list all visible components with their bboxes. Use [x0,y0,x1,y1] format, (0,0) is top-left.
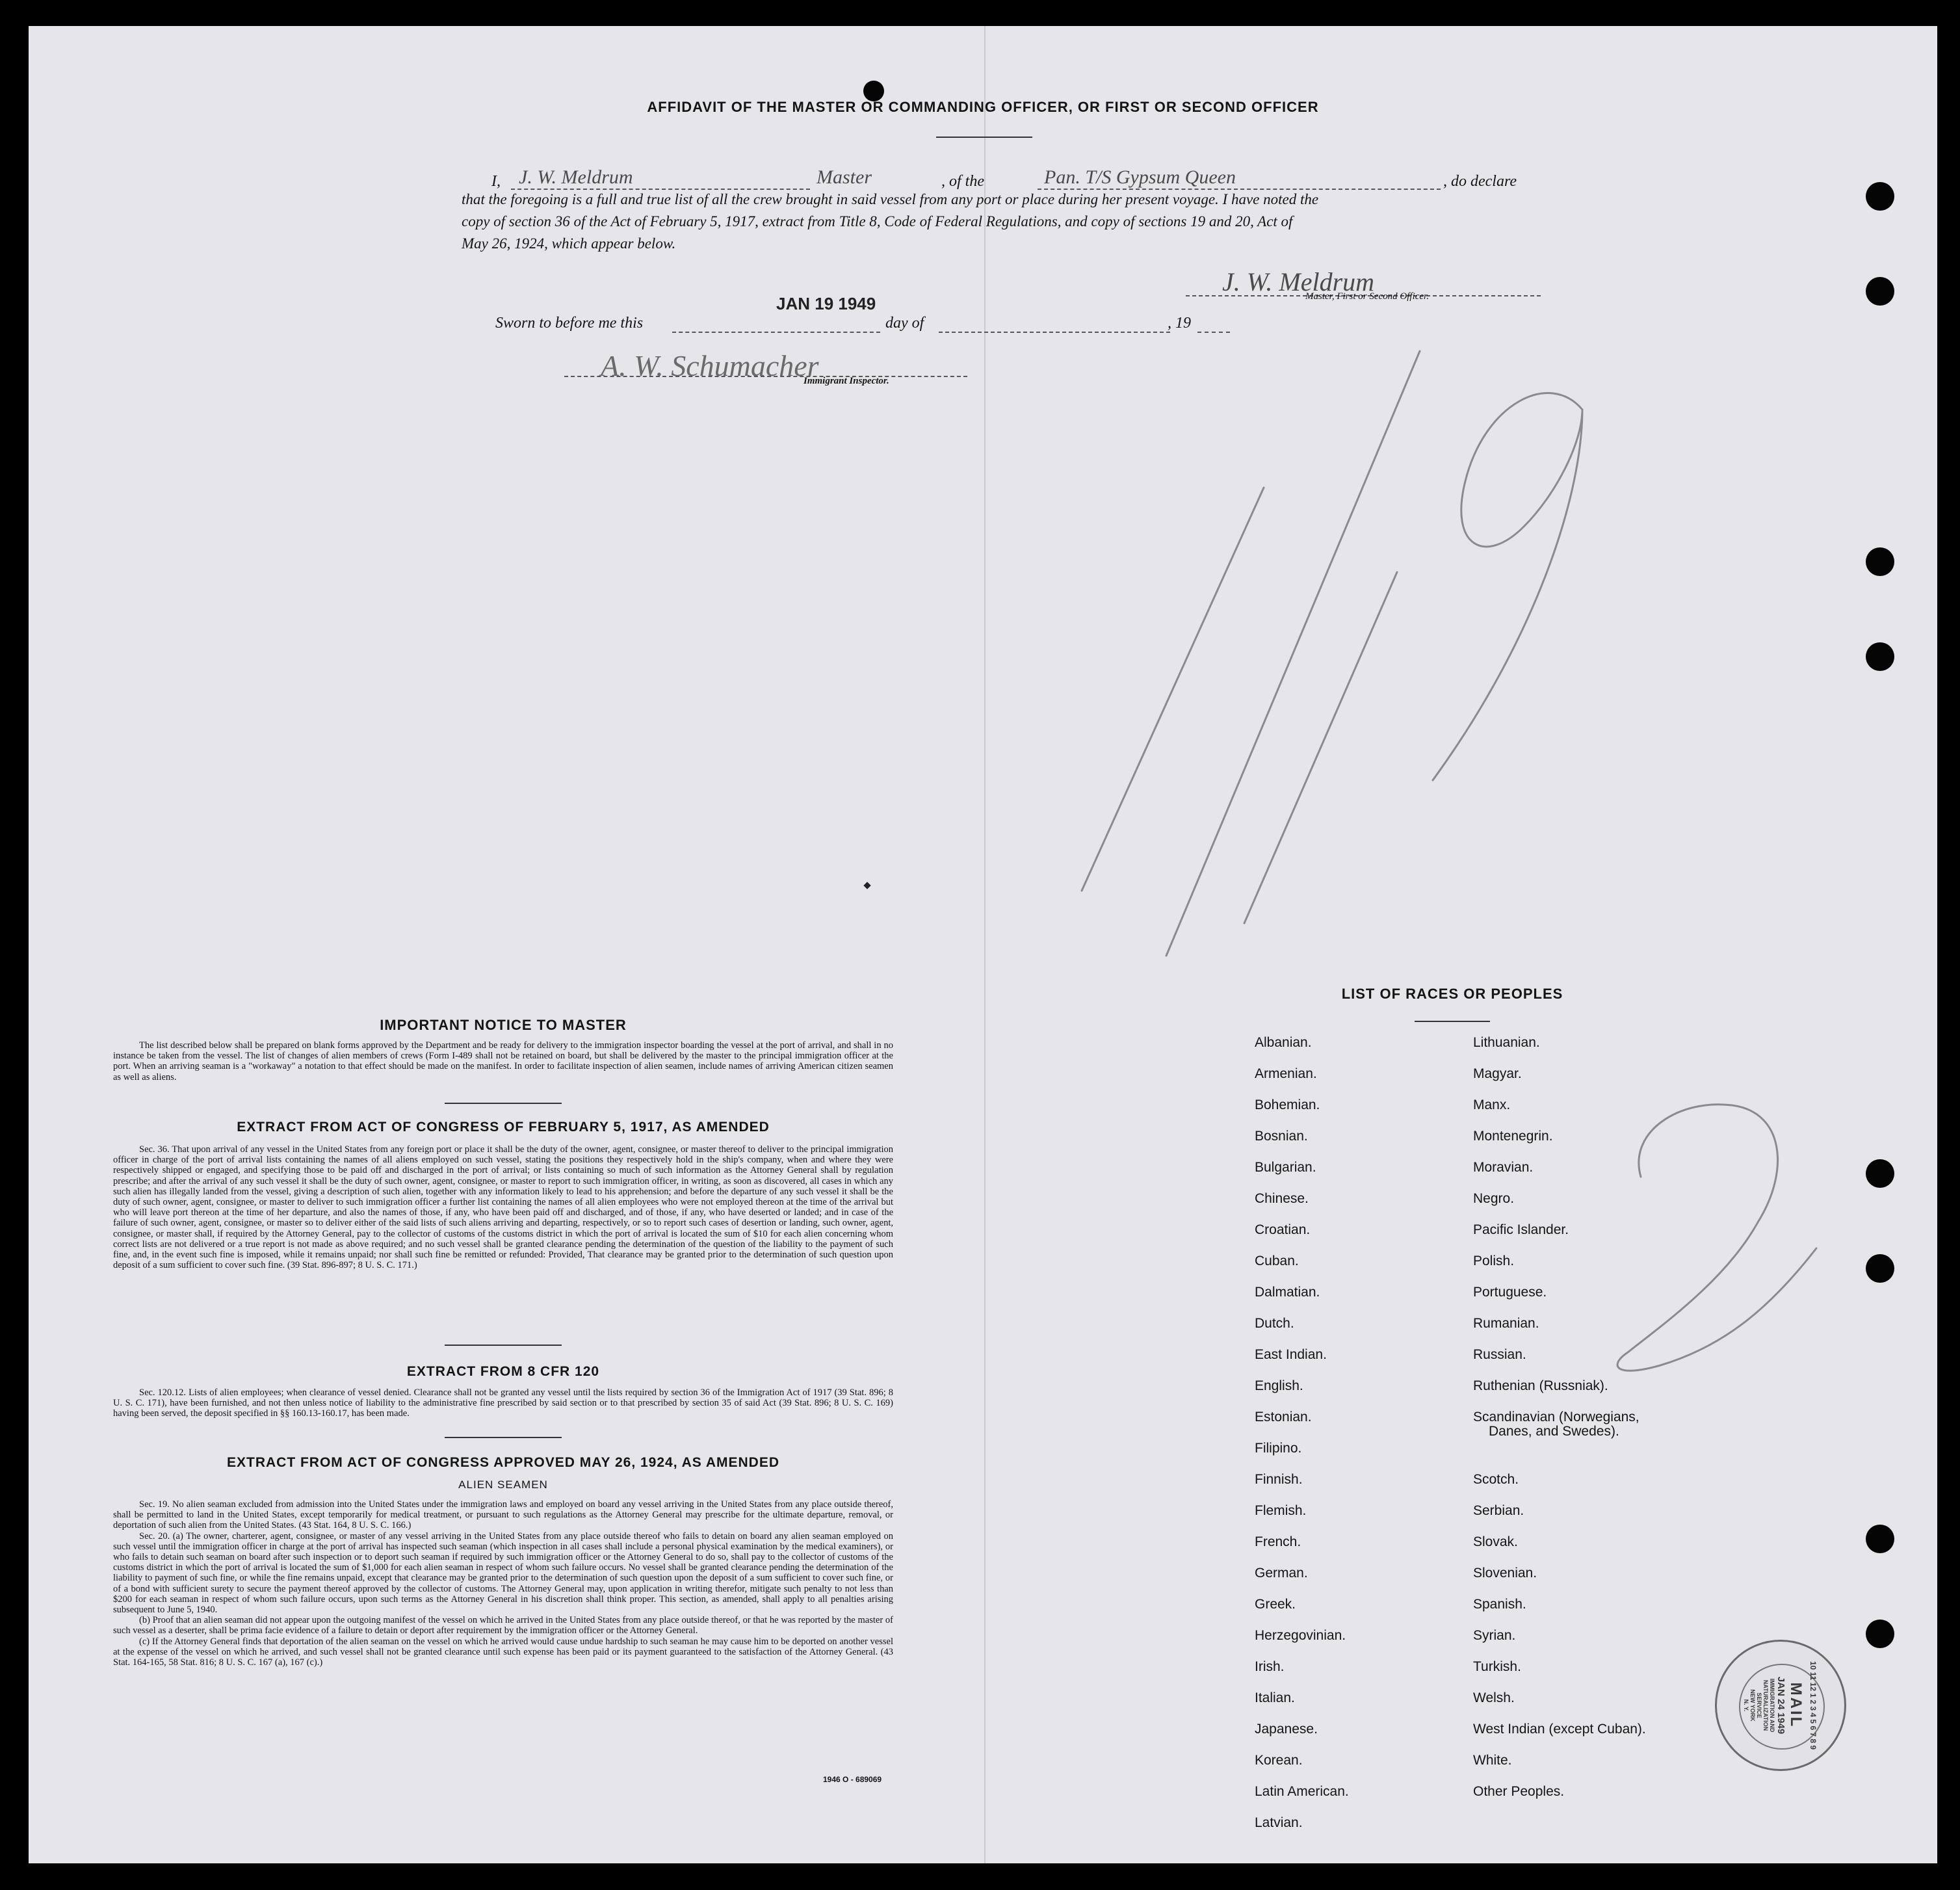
race-item: Negro. [1473,1191,1515,1206]
signature-caption: Master, First or Second Officer. [1305,291,1429,302]
extract-1917-body [113,1144,893,1270]
affidavit-title: AFFIDAVIT OF THE MASTER OR COMMANDING OFFICER, OR FIRST OR SECOND OFFICER [647,99,1319,115]
section-rule [445,1103,562,1104]
race-item: Dutch. [1255,1316,1294,1331]
race-item: Magyar. [1473,1066,1522,1081]
stamp-agency-2: NATURALIZATION [1762,1679,1770,1731]
vessel-name: Pan. T/S Gypsum Queen [1044,166,1236,188]
race-item: Bosnian. [1255,1129,1308,1144]
day-of-label: day of [885,315,924,332]
race-item: Scandinavian (Norwegians, [1473,1410,1640,1424]
pencil-stroke [1244,572,1397,923]
print-code: 1946 O - 689069 [823,1775,882,1784]
race-item: Filipino. [1255,1441,1302,1456]
punch-hole [1866,1159,1894,1188]
pencil-annotation-119 [1069,332,1719,969]
master-title: Master [817,166,872,188]
race-item: French. [1255,1534,1301,1549]
section-rule [445,1345,562,1346]
race-item: English. [1255,1378,1303,1393]
center-dot [863,882,870,889]
race-item: White. [1473,1753,1512,1768]
pencil-stroke [1166,351,1420,956]
document-page [29,26,1937,1863]
do-declare-text: , do declare [1443,173,1517,190]
race-item: Chinese. [1255,1191,1309,1206]
extract-1924-paragraph: Sec. 20. (a) The owner, charterer, agent, consignee, or master of any vessel arriving in the United States from any place outside thereof who fails to detain on board any alien seaman employed on such vessel until the immigration officer in charge at the port of arrival has inspected such seaman (which inspection in all cases shall include a personal physical examination by the medical examiners), or who fails to detain such seaman on board after such inspection or to deport such seaman if required by such immigration officer or the Attorney General to do so, shall pay to the collector of customs of the customs district in which the port of arrival is located the sum of $1,000 for each alien seaman in respect of whom such failure occurs. No vessel shall be granted clearance pending the determination of the liability to payment of such fine, or while the fine remains unpaid, except that clearance may be granted prior to the determination of such question upon the deposit of a sum sufficient to cover such fine, or of a bond with sufficient surety to secure the payment thereof approved by the collector of customs. The Attorney General may, upon application in writing therefor, mitigate such penalty to not less than $200 for each seaman in respect of whom such failure occurs, upon such terms as the Attorney General in his discretion shall think proper. This section, as amended, shall apply to all penalties arising subsequent to June 5, 1940. [113,1530,893,1616]
pencil-annotation-2 [1602,1092,1849,1378]
affidavit-line-2: that the foregoing is a full and true list of all the crew brought in said vessel from any port or place during her present voyage. I have noted the [462,191,1319,207]
extract-1917-title: EXTRACT FROM ACT OF CONGRESS OF FEBRUARY 5, 1917, AS AMENDED [237,1120,770,1135]
extract-1924-subtitle: ALIEN SEAMEN [458,1478,548,1491]
punch-hole [1866,1525,1894,1553]
center-fold [984,26,986,1863]
race-item: Polish. [1473,1253,1515,1268]
race-item: Slovak. [1473,1534,1518,1549]
extract-1924-paragraph: (c) If the Attorney General finds that deportation of the alien seaman on the vessel on which he arrived would cause undue hardship to such seaman he may cause him to be deported on another vessel at the expense of the vessel on which he arrived, and such vessel shall not be granted clearance until such expense has been paid or its payment guaranteed to the satisfaction of the Attorney General. (43 Stat. 164-165, 58 Stat. 816; 8 U. S. C. 167 (a), 167 (c).) [113,1636,893,1668]
sworn-label: Sworn to before me this [495,315,644,332]
pencil-stroke [1433,393,1582,780]
section-rule [445,1437,562,1438]
notice-body [113,1040,893,1083]
extract-cfr-title: EXTRACT FROM 8 CFR 120 [406,1364,600,1379]
race-item: Finnish. [1255,1472,1303,1487]
punch-hole [1866,182,1894,211]
sworn-day-line [672,332,880,333]
stamp-agency-3: SERVICE [1756,1692,1763,1718]
race-item: Lithuanian. [1473,1035,1540,1050]
declare-i: I, [491,173,501,190]
race-item: Irish. [1255,1659,1285,1674]
race-item-continued: Danes, and Swedes). [1489,1424,1619,1439]
sworn-date-stamp: JAN 19 1949 [776,294,876,313]
race-item: Scotch. [1473,1472,1519,1487]
races-title: LIST OF RACES OR PEOPLES [1341,986,1563,1002]
master-name: J. W. Meldrum [519,166,633,188]
extract-1917-paragraph: Sec. 36. That upon arrival of any vessel in the United States from any foreign port or place it shall be the duty of the owner, agent, consignee, or master thereof to deliver to the principal immigration officer in charge of the port of arrival lists containing the names of all aliens employed on such vessel, stating the positions they respectively hold in the ship's company, when and where they were respectively shipped or engaged, and specifying those to be paid off and discharged in the port of arrival; or lists containing so much of such information as the Attorney General shall by regulation prescribe; and after the arrival of any such vessel it shall be the duty of such owner, agent, consignee, or master to report to such immigration officer, in writing, as soon as discovered, all cases in which any such alien has illegally landed from the vessel, giving a description of such alien, together with any information likely to lead to his apprehension; and before the departure of any such vessel it shall be the duty of such owner, agent, consignee, or master to deliver to such immigration officer a further list containing the names of all alien employees who were not employed thereon at the time of the arrival but who will leave port thereon at the time of her departure, and also the names of those, if any, who have been paid off and discharged, and of those, if any, who have deserted or landed; and in case of the failure of such owner, agent, consignee, or master so to deliver either of the said lists of such aliens arriving and departing, respectively, or so to report such cases of desertion or landing, such owner, agent, consignee, or master shall, if required by the Attorney General, pay to the collector of customs of the customs district in which the port of arrival is located the sum of $10 for each alien concerning whom correct lists are not delivered or a true report is not made as above required; and no such vessel shall be granted clearance pending the determination of the question of the liability to the payment of such fine, and, in the event such fine is imposed, while it remains unpaid; nor shall such fine be remitted or refunded: Provided, That clearance may be granted prior to the determination of such question upon deposit of a sum sufficient to cover such fine. (39 Stat. 896-897; 8 U. S. C. 171.) [113,1144,893,1271]
race-item: West Indian (except Cuban). [1473,1722,1646,1737]
extract-1924-paragraph: Sec. 19. No alien seaman excluded from admission into the United States under the immigration laws and employed on board any vessel arriving in the United States from any place outside thereof, shall be permitted to land in the United States, except temporarily for medical treatment, or pursuant to such regulations as the Attorney General may prescribe for the ultimate departure, removal, or deportation of such alien from the United States. (43 Stat. 164, 8 U. S. C. 166.) [113,1499,893,1531]
race-item: German. [1255,1566,1308,1581]
notice-paragraph: The list described below shall be prepared on blank forms approved by the Department and be ready for delivery to the immigration inspector boarding the vessel at the port of arrival, and shall in no instance be taken from the vessel. The list of changes of alien members of crews (Form I-489 shall not be retained on board, but shall be delivered by the master to the principal immigration officer at the port. When an arriving seaman is a "workaway" a notation to that effect should be made on the manifest. In order to facilitate inspection of alien seamen, include names of arriving American citizen seamen as well as aliens. [113,1040,893,1083]
race-item: Spanish. [1473,1597,1526,1612]
master-name-line [511,189,810,190]
stamp-agency-1: IMMIGRATION AND [1769,1678,1776,1733]
stamp-date: JAN 24 1949 [1775,1676,1787,1735]
race-item: Italian. [1255,1690,1295,1705]
inspector-signature: A. W. Schumacher [601,349,819,382]
of-the-text: , of the [941,173,984,190]
pencil-stroke [1082,488,1264,891]
extract-1924-body [113,1499,893,1668]
race-item: Other Peoples. [1473,1784,1565,1799]
race-item: Latvian. [1255,1815,1303,1830]
punch-hole [1866,1620,1894,1648]
race-item: Rumanian. [1473,1316,1539,1331]
extract-cfr-paragraph: Sec. 120.12. Lists of alien employees; when clearance of vessel denied. Clearance shall not be granted any vessel until the lists required by section 36 of the Immigration Act of 1917 (39 Stat. 896; 8 U. S. C. 171), have been furnished, and not then unless notice of liability to the administrative fine prescribed by said section or to that prescribed by section 35 of said Act (39 Stat. 896; 8 U. S. C. 169) having been served, the deposit specified in §§ 160.13-160.17, has been made. [113,1387,893,1419]
race-item: Latin American. [1255,1784,1349,1799]
punch-hole [1866,547,1894,576]
race-item: Dalmatian. [1255,1285,1320,1300]
race-item: Russian. [1473,1347,1526,1362]
race-item: Pacific Islander. [1473,1222,1569,1237]
inspector-line [564,376,967,377]
stamp-state: N. Y. [1743,1699,1750,1712]
affidavit-line-3: copy of section 36 of the Act of February 5, 1917, extract from Title 8, Code of Federal Regulations, and copy of sections 19 and 20, Act of [462,213,1293,230]
stamp-city: NEW YORK [1749,1689,1757,1722]
race-item: Welsh. [1473,1690,1515,1705]
stamp-ring-numbers: 10 11 12 1 2 3 4 5 6 7 8 9 [1809,1660,1818,1750]
race-item: Serbian. [1473,1503,1524,1518]
affidavit-line-4: May 26, 1924, which appear below. [462,235,676,252]
race-item: Japanese. [1255,1722,1318,1737]
race-item: Ruthenian (Russniak). [1473,1378,1608,1393]
race-item: Slovenian. [1473,1566,1537,1581]
pencil-stroke [1617,1105,1816,1371]
notice-title: IMPORTANT NOTICE TO MASTER [380,1017,627,1033]
race-item: Syrian. [1473,1628,1516,1643]
races-title-underline [1415,1021,1490,1022]
race-item: Portuguese. [1473,1285,1547,1300]
race-item: Turkish. [1473,1659,1521,1674]
mail-stamp [1715,1640,1846,1771]
inspector-caption: Immigrant Inspector. [804,376,889,386]
race-item: Herzegovinian. [1255,1628,1346,1643]
stamp-word: MAIL [1787,1682,1805,1729]
race-item: East Indian. [1255,1347,1327,1362]
punch-hole [1866,1254,1894,1283]
race-item: Korean. [1255,1753,1303,1768]
race-item: Estonian. [1255,1410,1312,1424]
year-prefix: , 19 [1168,315,1191,332]
punch-hole [1866,642,1894,671]
race-item: Flemish. [1255,1503,1307,1518]
race-item: Moravian. [1473,1160,1534,1175]
title-underline [936,137,1032,138]
race-item: Albanian. [1255,1035,1312,1050]
race-item: Cuban. [1255,1253,1299,1268]
race-item: Montenegrin. [1473,1129,1553,1144]
extract-cfr-body [113,1387,893,1419]
race-item: Greek. [1255,1597,1296,1612]
race-item: Armenian. [1255,1066,1317,1081]
extract-1924-paragraph: (b) Proof that an alien seaman did not appear upon the outgoing manifest of the vessel on which he arrived in the United States from any place outside thereof, or that he was reported by the master of such vessel as a deserter, shall be prima facie evidence of a failure to detain or deport after requirement by the immigration officer or the Attorney General. [113,1615,893,1636]
punch-hole [1866,277,1894,306]
race-item: Bulgarian. [1255,1160,1316,1175]
race-item: Bohemian. [1255,1097,1320,1112]
vessel-name-line [1038,189,1441,190]
extract-1924-title: EXTRACT FROM ACT OF CONGRESS APPROVED MAY 26, 1924, AS AMENDED [226,1455,780,1470]
race-item: Croatian. [1255,1222,1311,1237]
stamp-text [1717,1642,1844,1769]
race-item: Manx. [1473,1097,1511,1112]
master-signature: J. W. Meldrum [1222,267,1375,296]
